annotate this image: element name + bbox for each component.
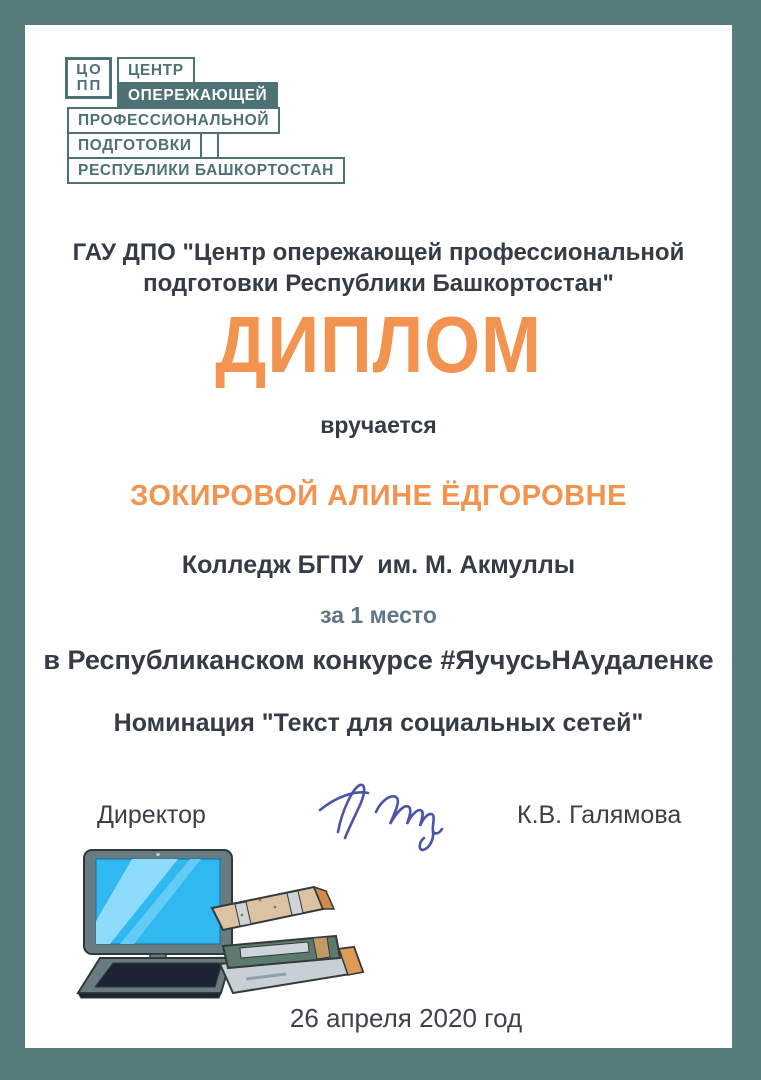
director-name: К.В. Галямова <box>517 801 682 829</box>
logo-row-label: РЕСПУБЛИКИ БАШКОРТОСТАН <box>78 161 334 179</box>
organization-name <box>25 237 732 299</box>
diploma-title: ДИПЛОМ <box>215 300 542 389</box>
laptop-and-books-illustration <box>70 845 370 1003</box>
nomination: Номинация "Текст для социальных сетей" <box>113 709 644 737</box>
handwritten-signature-icon <box>308 768 458 856</box>
issue-date: 26 апреля 2020 год <box>289 1003 523 1033</box>
logo-row-professionalnoy <box>67 107 280 134</box>
logo-row-label: ПОДГОТОВКИ <box>78 136 192 154</box>
recipient-name: ЗОКИРОВОЙ АЛИНЕ ЁДГОРОВНЕ <box>130 480 627 512</box>
logo-row-respubliki <box>67 157 345 184</box>
contest-name: в Республиканском конкурсе #ЯучусьНАудаленке <box>43 645 714 675</box>
director-label: Директор <box>97 801 206 829</box>
recipient-institution: Колледж БГПУ им. М. Акмуллы <box>181 551 576 579</box>
award-place: за 1 место <box>320 602 437 628</box>
logo-row-center <box>117 57 195 84</box>
logo-row-label: ЦЕНТР <box>128 61 184 79</box>
logo-row-empty-cell <box>200 132 219 159</box>
logo-row-label: ОПЕРЕЖАЮЩЕЙ <box>128 86 268 104</box>
monogram-line1: ЦО <box>76 61 103 78</box>
logo-row-operezhayushchey <box>117 82 278 109</box>
logo-row-podgotovki <box>67 132 219 159</box>
presented-label: вручается <box>320 412 437 438</box>
logo-row-label: ПРОФЕССИОНАЛЬНОЙ <box>78 111 270 129</box>
copp-monogram-icon <box>65 57 112 99</box>
organization-name-line2: подготовки Республики Башкортостан" <box>143 270 614 297</box>
organization-name-line1: ГАУ ДПО "Центр опережающей профессиональной <box>72 239 685 266</box>
monogram-line2: ПП <box>76 77 103 94</box>
certificate-sheet <box>25 25 732 1048</box>
